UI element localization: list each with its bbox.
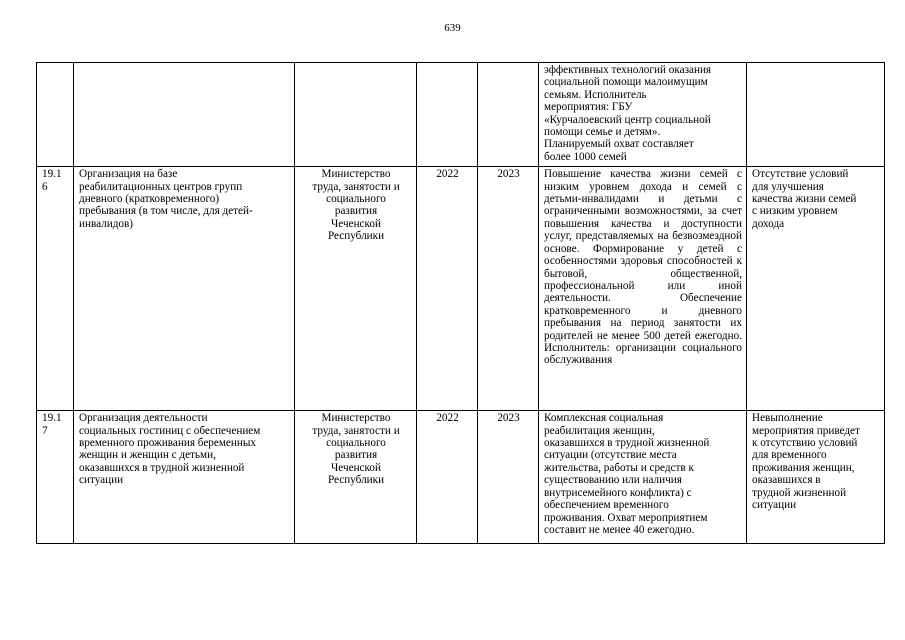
cell-start-year <box>417 63 478 167</box>
cell-end-year <box>478 63 539 167</box>
cell-measure-name: Организация деятельности социальных гостиниц с обеспечением временного проживания беременных женщин и женщин с детьми, оказавшихся в трудной жизненной ситуации <box>74 411 295 544</box>
page-number: 639 <box>444 22 461 34</box>
cell-start-year: 2022 <box>417 167 478 411</box>
cell-executor <box>295 63 417 167</box>
cell-measure-name: Организация на базе реабилитационных центров групп дневного (кратковременного) пребывания (в том числе, для детей- инвалидов) <box>74 167 295 411</box>
cell-consequence <box>747 63 885 167</box>
cell-number <box>37 63 74 167</box>
cell-measure-name <box>74 63 295 167</box>
table-row <box>37 63 885 167</box>
cell-number: 19.1 6 <box>37 167 74 411</box>
cell-expected-result: эффективных технологий оказания социальной помощи малоимущим семьям. Исполнитель мероприятия: ГБУ «Курчалоевский центр социальной помощи семье и детям». Планируемый охват составляет более 1000 семей <box>539 63 747 167</box>
measures-table <box>36 62 885 544</box>
table-row <box>37 411 885 544</box>
cell-end-year: 2023 <box>478 167 539 411</box>
cell-executor: Министерство труда, занятости и социального развития Чеченской Республики <box>295 411 417 544</box>
cell-expected-result: Повышение качества жизни семей с низким уровнем дохода и семей с детьми-инвалидами и детьми с ограниченными возможностями, за счет повышения качества и доступности услуг, представляемых на безвозмездной основе. Формирование у детей с особенностями здоровья способностей к бытовой, общественной, профессиональной или иной деятельности. Обеспечение кратковременного и дневного пребывания на период занятости их родителей не менее 500 детей ежегодно. Исполнитель: организации социального обслуживания <box>539 167 747 411</box>
cell-executor: Министерство труда, занятости и социального развития Чеченской Республики <box>295 167 417 411</box>
cell-consequence: Отсутствие условий для улучшения качества жизни семей с низким уровнем дохода <box>747 167 885 411</box>
cell-start-year: 2022 <box>417 411 478 544</box>
table-row <box>37 167 885 411</box>
cell-consequence: Невыполнение мероприятия приведет к отсутствию условий для временного проживания женщин, оказавшихся в трудной жизненной ситуации <box>747 411 885 544</box>
cell-end-year: 2023 <box>478 411 539 544</box>
cell-expected-result: Комплексная социальная реабилитация женщин, оказавшихся в трудной жизненной ситуации (отсутствие места жительства, работы и средств к существованию или наличия внутрисемейного конфликта) с обеспечением временного проживания. Охват мероприятием составит не менее 40 ежегодно. <box>539 411 747 544</box>
cell-number: 19.1 7 <box>37 411 74 544</box>
